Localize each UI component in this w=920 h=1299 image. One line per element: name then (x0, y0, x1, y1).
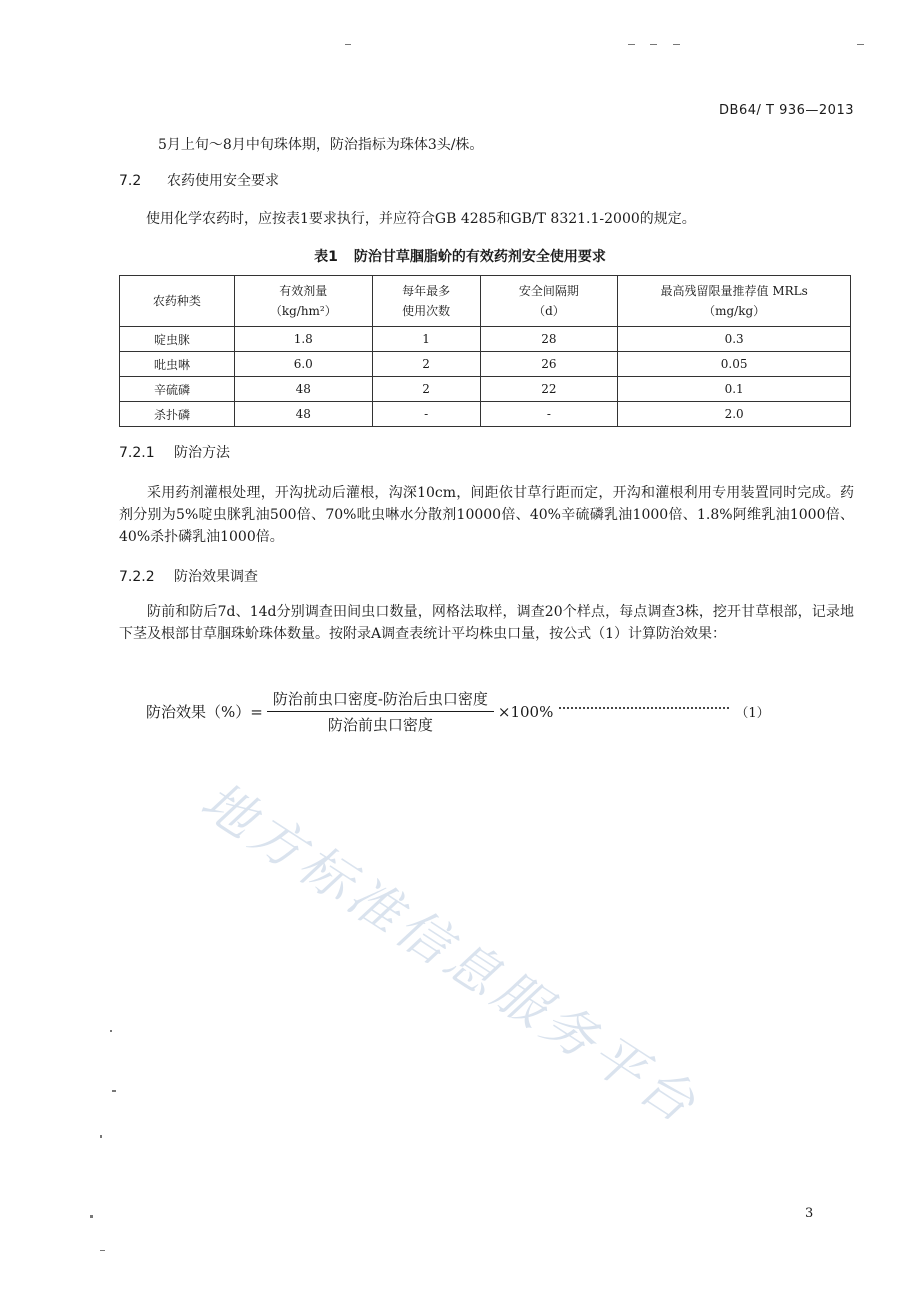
formula-multiplier: ×100% (497, 702, 554, 721)
header-safety-interval: 安全间隔期 （d） (480, 276, 618, 327)
section-title: 防治效果调查 (174, 569, 258, 585)
section-7-2-2-heading (119, 566, 258, 588)
header-mrl: 最高残留限量推荐值 MRLs （mg/kg） (618, 276, 851, 327)
intro-paragraph: 5月上旬～8月中旬珠体期，防治指标为珠体3头/株。 (158, 137, 484, 153)
scan-dash (673, 44, 680, 45)
table-title-text: 防治甘草腘脂蚧的有效药剂安全使用要求 (353, 249, 606, 265)
cell-dose: 6.0 (234, 352, 372, 377)
formula-fraction (267, 688, 494, 735)
pesticide-table (119, 275, 851, 427)
efficacy-formula (146, 688, 770, 735)
cell-pesticide: 吡虫啉 (120, 352, 235, 377)
table-row (120, 352, 851, 377)
cell-pesticide: 辛硫磷 (120, 377, 235, 402)
scan-dash (345, 44, 351, 45)
scan-speck (110, 1030, 112, 1032)
formula-leader-dots (559, 707, 729, 709)
cell-pesticide: 杀扑磷 (120, 402, 235, 427)
section-7-2-heading (119, 170, 279, 192)
cell-dose: 1.8 (234, 327, 372, 352)
table-header-row (120, 276, 851, 327)
cell-mrl: 0.3 (618, 327, 851, 352)
cell-interval: 28 (480, 327, 618, 352)
scan-speck (112, 1090, 116, 1092)
scan-dash (857, 44, 864, 45)
formula-lhs: 防治效果（%）= (146, 703, 263, 721)
scan-speck (100, 1250, 105, 1251)
cell-uses: 1 (372, 327, 480, 352)
cell-interval: 22 (480, 377, 618, 402)
table-label: 表1 (314, 249, 338, 265)
cell-interval: - (480, 402, 618, 427)
watermark-text: 地方标准信息服务平台 (190, 770, 710, 1138)
section-7-2-2-body: 防前和防后7d、14d分别调查田间虫口数量，网格法取样，调查20个样点，每点调查3株，挖开甘草根部，记录地下茎及根部甘草腘珠蚧珠体数量。按附录A调查表统计平均株虫口量，按公式（1）计算防治效果： (119, 604, 854, 642)
cell-uses: 2 (372, 352, 480, 377)
cell-dose: 48 (234, 377, 372, 402)
formula-number: （1） (735, 706, 770, 721)
header-effective-dose: 有效剂量 （kg/hm²） (234, 276, 372, 327)
scan-dash (628, 44, 635, 45)
section-number: 7.2.2 (119, 569, 155, 585)
table-row (120, 402, 851, 427)
cell-dose: 48 (234, 402, 372, 427)
table-row (120, 377, 851, 402)
scan-speck (90, 1215, 93, 1218)
formula-numerator: 防治前虫口密度-防治后虫口密度 (267, 688, 494, 712)
document-id: DB64/ T 936—2013 (719, 103, 854, 118)
cell-mrl: 2.0 (618, 402, 851, 427)
cell-mrl: 0.05 (618, 352, 851, 377)
cell-uses: - (372, 402, 480, 427)
section-7-2-1-heading (119, 442, 230, 464)
page-number: 3 (805, 1206, 814, 1221)
scan-dash (650, 44, 657, 45)
table-row (120, 327, 851, 352)
cell-interval: 26 (480, 352, 618, 377)
cell-pesticide: 啶虫脒 (120, 327, 235, 352)
table-title (0, 246, 920, 266)
cell-mrl: 0.1 (618, 377, 851, 402)
section-title: 农药使用安全要求 (167, 173, 279, 189)
section-7-2-body: 使用化学农药时，应按表1要求执行，并应符合GB 4285和GB/T 8321.1-2000的规定。 (146, 211, 696, 227)
scan-speck (100, 1135, 102, 1138)
section-number: 7.2.1 (119, 445, 155, 461)
header-pesticide-type: 农药种类 (120, 276, 235, 327)
section-7-2-1-body: 采用药剂灌根处理，开沟扰动后灌根，沟深10cm，间距依甘草行距而定，开沟和灌根利用专用装置同时完成。药剂分别为5%啶虫脒乳油500倍、70%吡虫啉水分散剂10000倍、40%辛硫磷乳油1000倍、1.8%阿维乳油1000倍、40%杀扑磷乳油1000倍。 (119, 485, 854, 545)
cell-uses: 2 (372, 377, 480, 402)
section-title: 防治方法 (174, 445, 230, 461)
header-max-uses: 每年最多 使用次数 (372, 276, 480, 327)
section-number: 7.2 (119, 173, 142, 189)
formula-denominator: 防治前虫口密度 (327, 716, 433, 734)
